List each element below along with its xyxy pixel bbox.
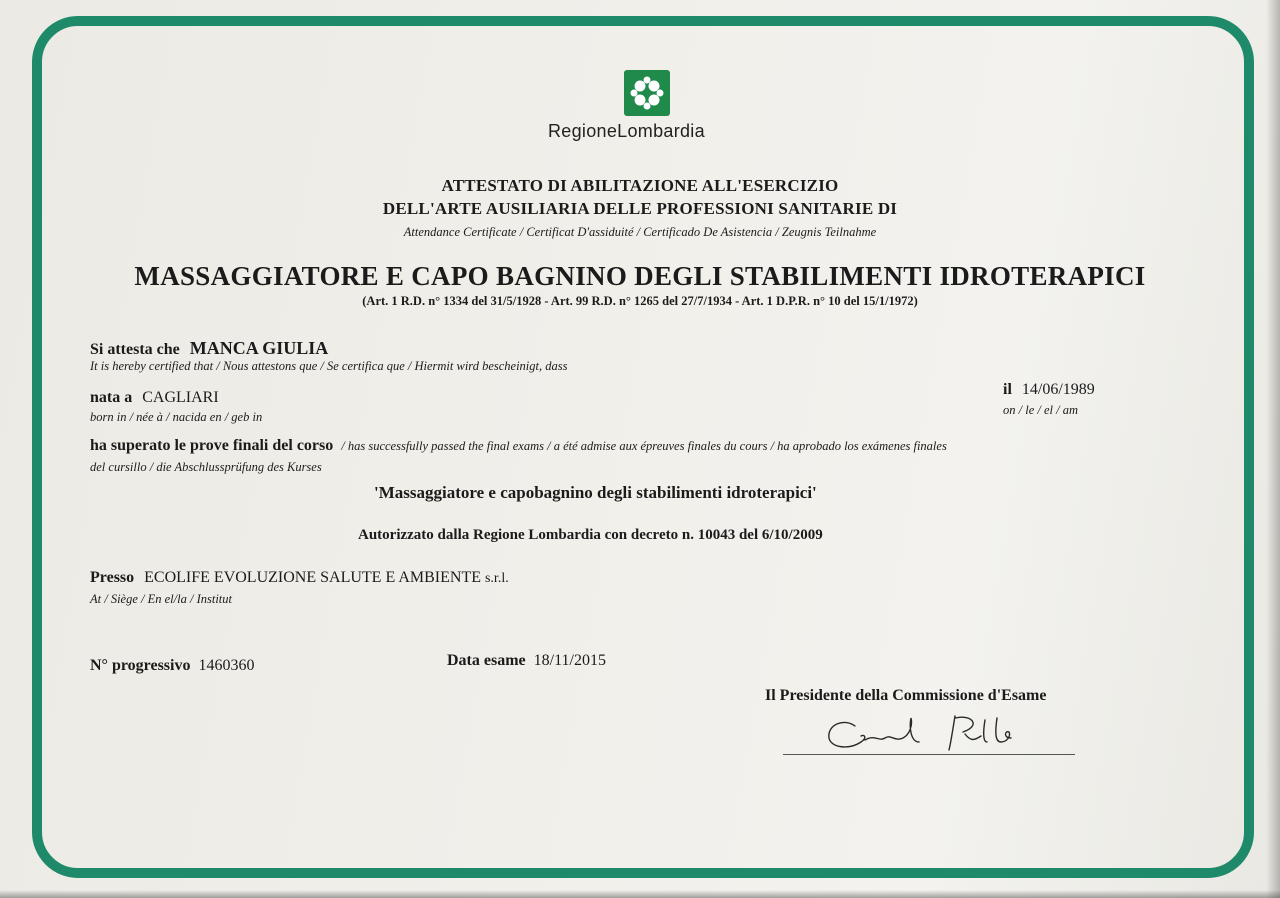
institute-value: ECOLIFE EVOLUZIONE SALUTE E AMBIENTE — [144, 569, 481, 586]
course-name: 'Massaggiatore e capobagnino degli stabilimenti idroterapici' — [374, 483, 817, 502]
progressive-label: N° progressivo — [90, 657, 191, 674]
exam-date-label: Data esame — [447, 652, 526, 669]
birthplace-label: nata a — [90, 389, 133, 406]
progressive-line — [90, 657, 254, 675]
certificate-title: MASSAGGIATORE E CAPO BAGNINO DEGLI STABILIMENTI IDROTERAPICI — [134, 261, 1146, 291]
authorization-decree: Autorizzato dalla Regione Lombardia con decreto n. 10043 del 6/10/2009 — [358, 527, 823, 543]
birthdate-line — [1003, 381, 1095, 399]
institute-label: Presso — [90, 569, 135, 586]
exam-translation-2: del cursillo / die Abschlussprüfung des Kurses — [90, 460, 322, 474]
birthplace-translation: born in / née à / nacida en / geb in — [90, 410, 263, 424]
attestation-translation: It is hereby certified that / Nous attestons que / Se certifica que / Hiermit wird bescheinigt, dass — [90, 359, 568, 373]
attestation-label: Si attesta che — [90, 341, 180, 358]
attestation-line — [90, 338, 328, 359]
handwritten-signature — [815, 712, 1035, 758]
exam-label: ha superato le prove finali del corso — [90, 437, 334, 454]
holder-name: MANCA GIULIA — [189, 338, 329, 358]
institute-suffix: s.r.l. — [484, 571, 509, 586]
institute-translation: At / Siège / En el/la / Institut — [90, 592, 232, 606]
legal-reference: (Art. 1 R.D. n° 1334 del 31/5/1928 - Art. 99 R.D. n° 1265 del 27/7/1934 - Art. 1 D.P.R. n° 10 del 15/1/1972) — [362, 294, 918, 308]
birthdate-translation: on / le / el / am — [1003, 403, 1078, 417]
header-line-1: ATTESTATO DI ABILITAZIONE ALL'ESERCIZIO — [441, 176, 839, 195]
progressive-value: 1460360 — [198, 657, 255, 674]
paper-shadow-right — [1266, 0, 1280, 898]
header-translation: Attendance Certificate / Certificat D'assiduité / Certificado De Asistencia / Zeugnis Teilnahme — [403, 225, 877, 239]
birthplace-value: CAGLIARI — [142, 389, 219, 406]
exam-line — [90, 437, 947, 455]
birthdate-value: 14/06/1989 — [1021, 381, 1095, 398]
exam-date-value: 18/11/2015 — [533, 652, 606, 669]
exam-date-line — [447, 652, 606, 670]
paper-shadow-bottom — [0, 890, 1280, 898]
header-line-2: DELL'ARTE AUSILIARIA DELLE PROFESSIONI SANITARIE DI — [382, 199, 898, 218]
rosa-camuna-icon — [624, 70, 670, 116]
birthdate-label: il — [1003, 381, 1012, 398]
birthplace-line — [90, 389, 219, 407]
exam-translation-1: / has successfully passed the final exams / a été admise aux épreuves finales du cours / ha aprobado los exámenes finales — [341, 439, 947, 453]
logo-wordmark: RegioneLombardia — [548, 121, 705, 141]
institute-line — [90, 569, 509, 587]
signature-line — [783, 754, 1075, 755]
signature-title: Il Presidente della Commissione d'Esame — [765, 687, 1047, 704]
